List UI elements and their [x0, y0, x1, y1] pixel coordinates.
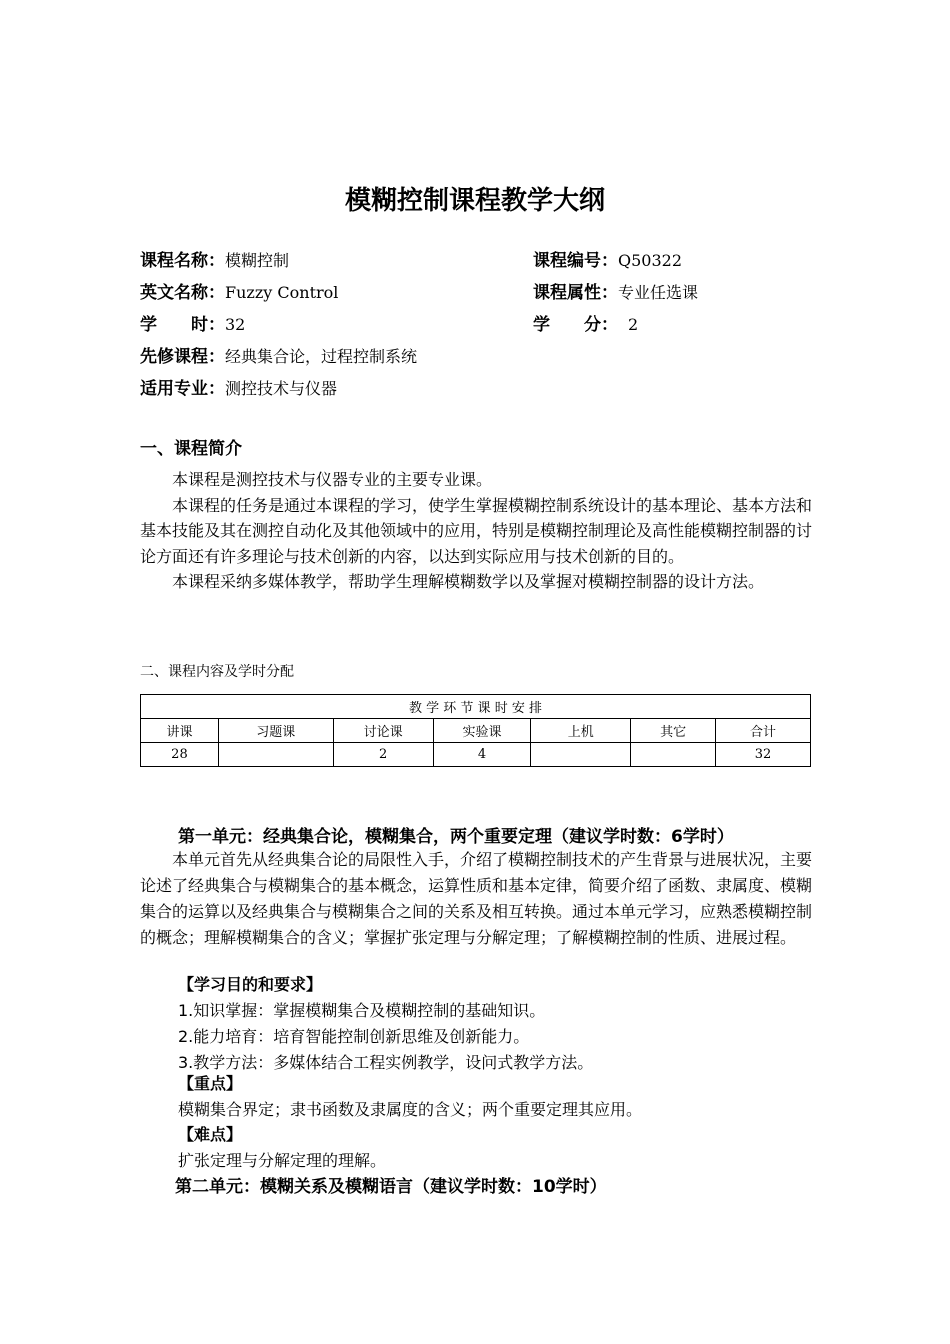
goal-number: 2.	[178, 1027, 194, 1046]
prereq-value: 经典集合论，过程控制系统	[225, 347, 418, 366]
english-name-row	[140, 281, 338, 305]
table-row	[141, 719, 811, 743]
table-cell	[218, 743, 333, 767]
table-header-cell: 讲课	[141, 719, 219, 743]
goal-text: 教学方法：多媒体结合工程实例教学，设问式教学方法。	[193, 1053, 594, 1072]
table-header-cell: 实验课	[433, 719, 531, 743]
table-header-cell: 合计	[716, 719, 811, 743]
difficult-text: 扩张定理与分解定理的理解。	[178, 1151, 387, 1170]
goal-item	[178, 1024, 529, 1050]
difficult-heading: 【难点】	[178, 1125, 243, 1144]
course-name-row	[140, 249, 289, 273]
table-cell	[631, 743, 716, 767]
table-header-cell: 上机	[531, 719, 631, 743]
hours-row	[140, 313, 245, 337]
major-row	[140, 377, 337, 401]
goal-text: 知识掌握：掌握模糊集合及模糊控制的基础知识。	[193, 1001, 546, 1020]
major-value: 测控技术与仪器	[225, 379, 338, 398]
goal-number: 1.	[178, 1001, 194, 1020]
table-row	[141, 743, 811, 767]
goals-heading: 【学习目的和要求】	[178, 975, 323, 994]
section1-heading: 一、课程简介	[140, 439, 242, 459]
section1-paragraph: 本课程的任务是通过本课程的学习，使学生掌握模糊控制系统设计的基本理论、基本方法和基本技能及其在测控自动化及其他领域中的应用，特别是模糊控制理论及高性能模糊控制器的讨论方面还有许多理论与技术创新的内容，以达到实际应用与技术创新的目的。	[140, 495, 813, 566]
unit2-heading: 第二单元：模糊关系及模糊语言（建议学时数：10学时）	[175, 1177, 607, 1197]
prereq-label: 先修课程：	[140, 347, 225, 367]
unit1-heading: 第一单元：经典集合论，模糊集合，两个重要定理（建议学时数：6学时）	[178, 827, 734, 847]
unit1-intro: 本单元首先从经典集合论的局限性入手，介绍了模糊控制技术的产生背景与进展状况，主要论述了经典集合与模糊集合的基本概念，运算性质和基本定律，简要介绍了函数、隶属度、模糊集合的运算以及经典集合与模糊集合之间的关系及相互转换。通过本单元学习，应熟悉模糊控制的概念；理解模糊集合的含义；掌握扩张定理与分解定理；了解模糊控制的性质、进展过程。	[140, 850, 813, 947]
table-cell: 2	[333, 743, 433, 767]
credits-label: 学 分：	[533, 315, 618, 335]
key-heading: 【重点】	[178, 1074, 243, 1093]
course-code-row	[533, 249, 682, 273]
goal-text: 能力培育：培育智能控制创新思维及创新能力。	[193, 1027, 530, 1046]
schedule-table	[140, 694, 811, 767]
credits-row	[533, 313, 638, 337]
section1-body	[140, 467, 812, 595]
course-name-label: 课程名称：	[140, 251, 225, 271]
key-text: 模糊集合界定；隶书函数及隶属度的含义；两个重要定理其应用。	[178, 1100, 643, 1119]
section2-heading: 二、课程内容及学时分配	[140, 664, 294, 680]
section1-paragraph: 本课程是测控技术与仪器专业的主要专业课。	[172, 470, 493, 489]
page-title: 模糊控制课程教学大纲	[344, 186, 605, 216]
table-header-cell: 其它	[631, 719, 716, 743]
table-cell: 4	[433, 743, 531, 767]
prereq-row	[140, 345, 417, 369]
table-cell: 28	[141, 743, 219, 767]
course-code-value: Q50322	[618, 251, 683, 270]
course-name-value: 模糊控制	[225, 251, 290, 270]
hours-value: 32	[225, 315, 246, 334]
hours-label: 学 时：	[140, 315, 225, 335]
table-caption: 教 学 环 节 课 时 安 排	[141, 695, 811, 719]
section1-paragraph: 本课程采纳多媒体教学，帮助学生理解模糊数学以及掌握对模糊控制器的设计方法。	[172, 572, 765, 591]
goal-number: 3.	[178, 1053, 194, 1072]
english-name-value: Fuzzy Control	[225, 283, 339, 302]
credits-value: 2	[628, 315, 639, 334]
english-name-label: 英文名称：	[140, 283, 225, 303]
table-cell: 32	[716, 743, 811, 767]
course-type-row	[533, 281, 698, 305]
table-cell	[531, 743, 631, 767]
unit1-intro-block	[140, 847, 812, 951]
major-label: 适用专业：	[140, 379, 225, 399]
table-header-cell: 习题课	[218, 719, 333, 743]
course-code-label: 课程编号：	[533, 251, 618, 271]
goal-item	[178, 998, 545, 1024]
course-type-label: 课程属性：	[533, 283, 618, 303]
table-header-cell: 讨论课	[333, 719, 433, 743]
table-row	[141, 695, 811, 719]
course-type-value: 专业任选课	[618, 283, 699, 302]
